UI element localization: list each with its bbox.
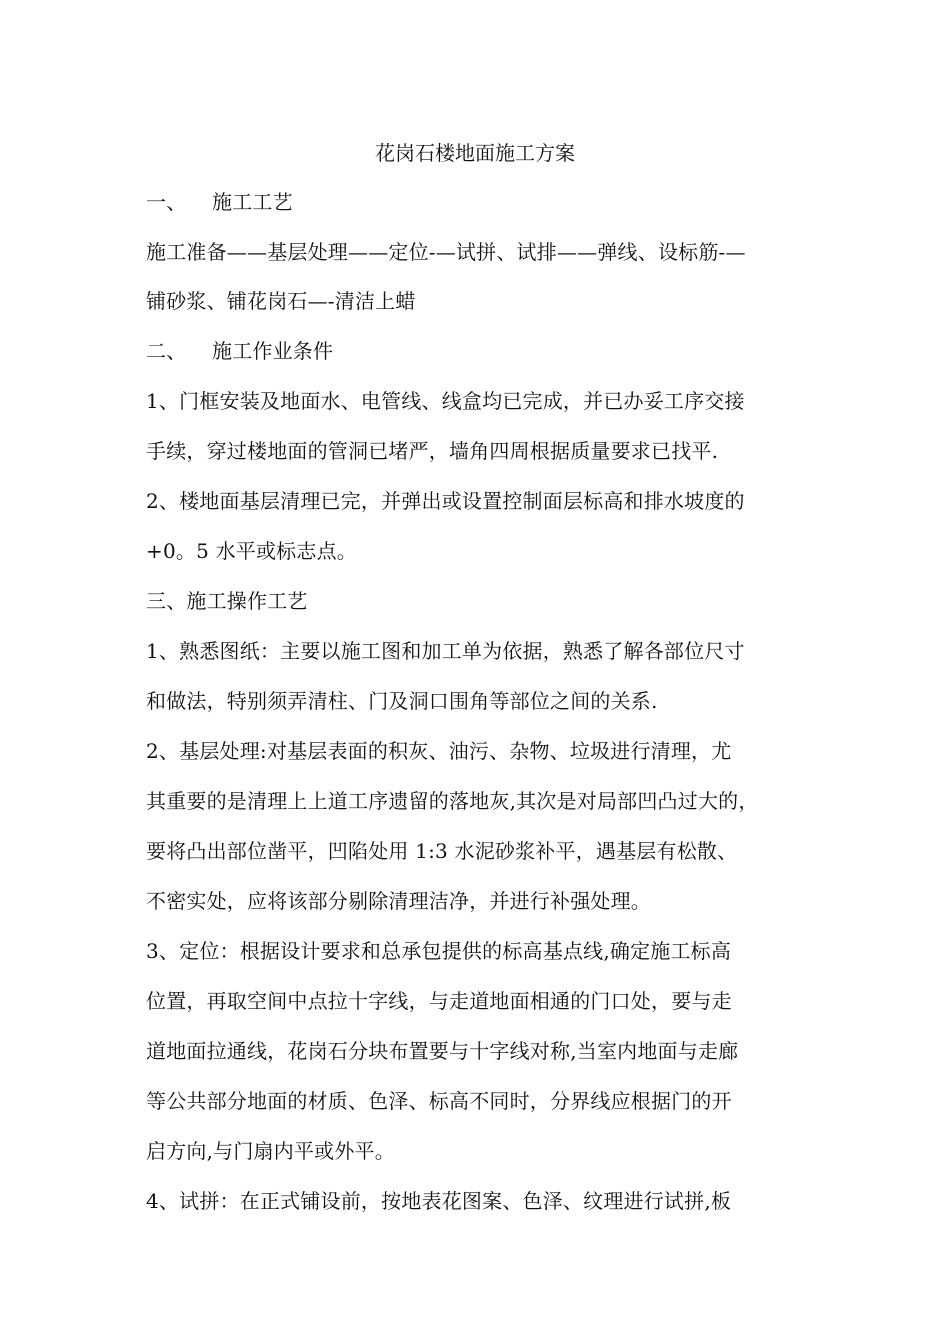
paragraph-line: 等公共部分地面的材质、色泽、标高不同时，分界线应根据门的开 [146, 1089, 732, 1113]
paragraph-line: 施工准备——基层处理——定位-—试拼、试排——弹线、设标筋-— [146, 240, 746, 264]
paragraph-line: 位置，再取空间中点拉十字线，与走道地面相通的门口处，要与走 [146, 989, 732, 1013]
paragraph-line: 2、基层处理:对基层表面的积灰、油污、杂物、垃圾进行清理，尤 [146, 739, 732, 763]
paragraph-line: 启方向,与门扇内平或外平。 [146, 1139, 395, 1163]
section-heading-1 [146, 187, 293, 217]
document-title: 花岗石楼地面施工方案 [375, 141, 575, 165]
section-title: 施工工艺 [212, 190, 293, 214]
section-number: 一、 [146, 190, 187, 214]
section-heading-2 [146, 336, 333, 366]
section-title: 施工作业条件 [212, 339, 334, 363]
paragraph-line: 不密实处，应将该部分剔除清理洁净，并进行补强处理。 [146, 889, 651, 913]
paragraph-line: 铺砂浆、铺花岗石—-清洁上蜡 [146, 289, 416, 313]
paragraph-line: +0。5 水平或标志点。 [146, 539, 357, 563]
paragraph-line: 道地面拉通线，花岗石分块布置要与十字线对称,当室内地面与走廊 [146, 1039, 739, 1063]
section-heading-3: 三、施工操作工艺 [146, 589, 308, 613]
paragraph-line: 1、熟悉图纸：主要以施工图和加工单为依据，熟悉了解各部位尺寸 [146, 639, 745, 663]
section-number: 二、 [146, 339, 187, 363]
paragraph-line: 其重要的是清理上上道工序遗留的落地灰,其次是对局部凹凸过大的， [146, 789, 759, 813]
paragraph-line: 4、试拼：在正式铺设前，按地表花图案、色泽、纹理进行试拼,板 [146, 1189, 732, 1213]
paragraph-line: 2、楼地面基层清理已完，并弹出或设置控制面层标高和排水坡度的 [146, 489, 745, 513]
paragraph-line: 1、门框安装及地面水、电管线、线盒均已完成，并已办妥工序交接 [146, 389, 745, 413]
paragraph-line: 和做法，特别须弄清柱、门及洞口围角等部位之间的关系. [146, 689, 658, 713]
paragraph-line: 手续，穿过楼地面的管洞已堵严，墙角四周根据质量要求已找平. [146, 439, 719, 463]
paragraph-line: 要将凸出部位凿平，凹陷处用 1:3 水泥砂浆补平，遇基层有松散、 [146, 839, 738, 863]
paragraph-line: 3、定位：根据设计要求和总承包提供的标高基点线,确定施工标高 [146, 939, 732, 963]
